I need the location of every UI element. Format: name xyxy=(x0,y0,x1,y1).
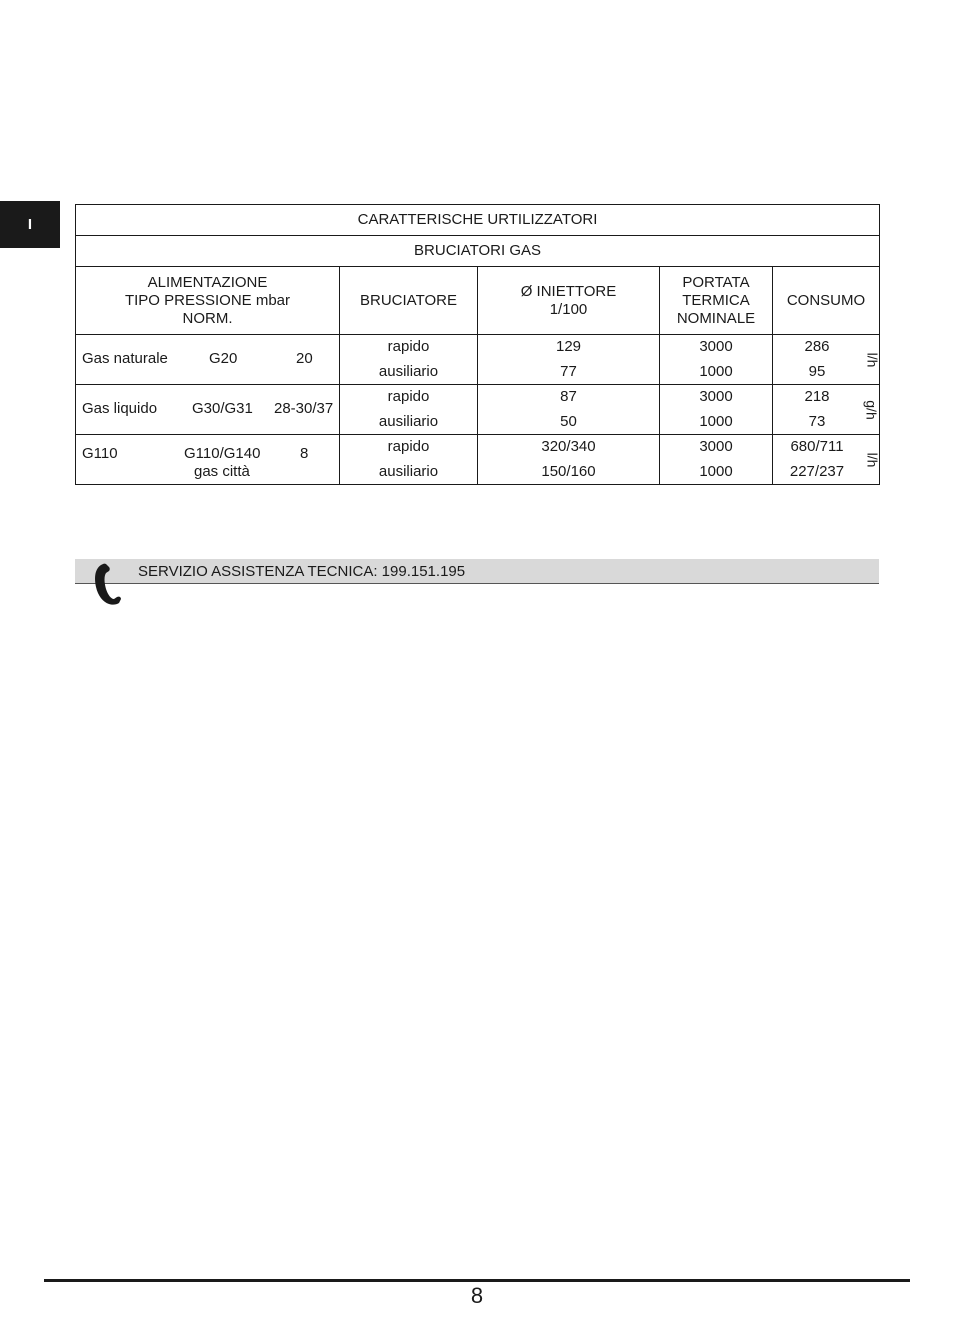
gas-name: G110 xyxy=(82,445,118,462)
burner-cell: rapido ausiliario xyxy=(340,385,478,435)
gas-name: Gas naturale xyxy=(82,350,168,367)
table-row xyxy=(76,385,880,435)
language-tab: I xyxy=(0,201,60,248)
unit-label: g/h xyxy=(864,399,881,420)
consumption-cell: 218 73 g/h xyxy=(773,385,880,435)
thermal-cell: 3000 1000 xyxy=(660,435,773,485)
injector-cell: 87 50 xyxy=(478,385,660,435)
table-row xyxy=(76,435,880,485)
gas-pressure: 28-30/37 xyxy=(274,400,334,417)
service-phone-text: SERVIZIO ASSISTENZA TECNICA: 199.151.195 xyxy=(138,563,466,580)
injector-cell: 129 77 xyxy=(478,335,660,385)
gas-type: G110/G140 xyxy=(184,445,261,462)
header-consumption: CONSUMO xyxy=(773,267,880,335)
page-number: 8 xyxy=(470,1283,484,1308)
header-supply: ALIMENTAZIONE TIPO PRESSIONE mbar NORM. xyxy=(76,267,340,335)
gas-type: G30/G31 xyxy=(192,400,253,417)
supply-cell xyxy=(76,335,340,385)
table-row xyxy=(76,335,880,385)
burner-spec-table xyxy=(75,204,880,485)
unit-label: l/h xyxy=(864,352,881,367)
thermal-cell: 3000 1000 xyxy=(660,385,773,435)
footer-divider xyxy=(44,1279,910,1282)
header-injector: Ø INIETTORE 1/100 xyxy=(478,267,660,335)
gas-type: G20 xyxy=(209,350,238,367)
header-burner: BRUCIATORE xyxy=(340,267,478,335)
consumption-cell: 680/711 227/237 l/h xyxy=(773,435,880,485)
unit-label: l/h xyxy=(864,452,881,467)
gas-name: Gas liquido xyxy=(82,400,158,417)
burner-cell: rapido ausiliario xyxy=(340,435,478,485)
gas-type-note: gas città xyxy=(194,463,250,480)
supply-cell xyxy=(76,385,340,435)
injector-cell: 320/340 150/160 xyxy=(478,435,660,485)
header-thermal: PORTATA TERMICA NOMINALE xyxy=(660,267,773,335)
table-subtitle: BRUCIATORI GAS xyxy=(76,236,880,267)
thermal-cell: 3000 1000 xyxy=(660,335,773,385)
gas-pressure: 20 xyxy=(296,350,313,367)
supply-cell xyxy=(76,435,340,485)
gas-pressure: 8 xyxy=(300,445,309,462)
consumption-cell: 286 95 l/h xyxy=(773,335,880,385)
table-title: CARATTERISCHE URTILIZZATORI xyxy=(76,205,880,236)
telephone-handset-icon xyxy=(92,563,126,607)
burner-cell: rapido ausiliario xyxy=(340,335,478,385)
